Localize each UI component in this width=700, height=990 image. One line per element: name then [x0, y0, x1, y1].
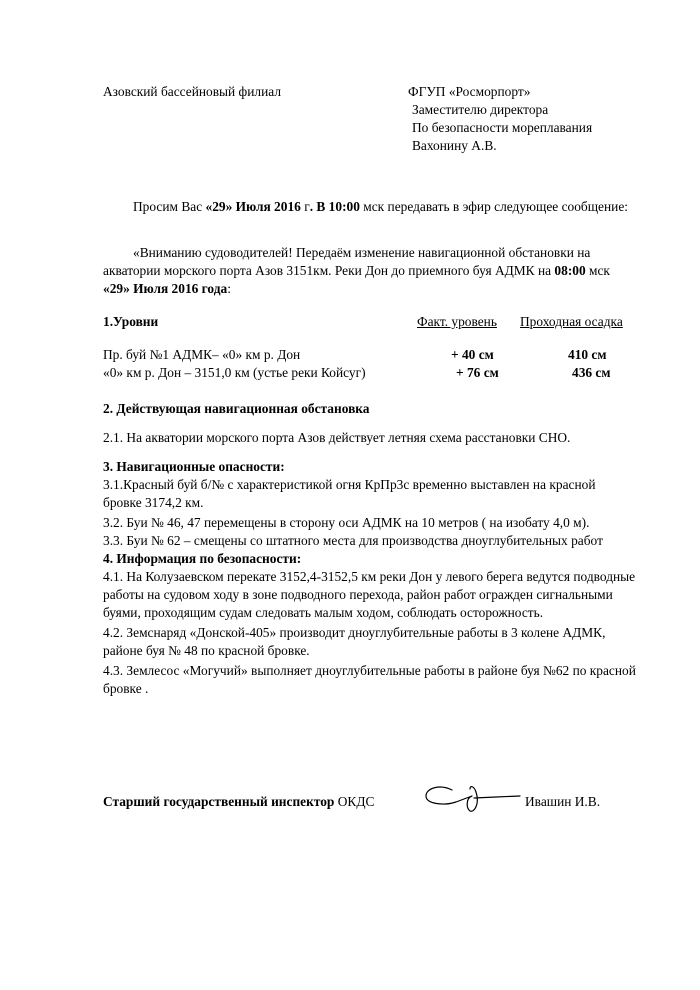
intro-line-1: «Вниманию судоводителей! Передаём изменение навигационной обстановки на	[133, 245, 591, 260]
section4-item-3-line-2: бровке .	[103, 681, 149, 696]
recipient-org: ФГУП «Росморпорт»	[408, 84, 531, 99]
levels-col-draft: Проходная осадка	[520, 314, 623, 329]
signature-name: Ивашин И.В.	[525, 794, 601, 809]
section2-heading: 2. Действующая навигационная обстановка	[103, 401, 370, 416]
request-sentence: Просим Вас «29» Июля 2016 г. В 10:00 мск передавать в эфир следующее сообщение:	[133, 199, 628, 214]
levels-heading: 1.Уровни	[103, 314, 159, 329]
handwritten-signature	[422, 780, 522, 814]
section4-item-1-line-3: буями, проходящим судам следовать малым ходом, соблюдать осторожность.	[103, 605, 544, 620]
request-date-day: «29»	[205, 199, 233, 214]
levels-row-2-fact: + 76 см	[456, 365, 499, 380]
section4-item-1-line-2: работы на судовом ходу в зоне подводного перехода, район работ огражден сигнальными	[103, 587, 613, 602]
request-time: 10:00	[328, 199, 360, 214]
section3-item-1-line-2: бровке 3174,2 км.	[103, 495, 204, 510]
intro-time: 08:00	[554, 263, 586, 278]
section4-item-2-line-2: районе буя № 48 по красной бровке.	[103, 643, 310, 658]
levels-row-1-fact: + 40 см	[451, 347, 494, 362]
section4-item-3-line-1: 4.3. Землесос «Могучий» выполняет дноуглубительные работы в районе буя №62 по красной	[103, 663, 636, 678]
signature-department: ОКДС	[334, 794, 375, 809]
section4-item-1-line-1: 4.1. На Колузаевском перекате 3152,4-3152,5 км реки Дон у левого берега ведутся подводные	[103, 569, 636, 584]
request-date-month-year: Июля 2016	[235, 199, 301, 214]
section3-item-3: 3.3. Буи № 62 – смещены со штатного места для производства дноуглубительных работ	[103, 533, 603, 548]
levels-row-2-draft: 436 см	[572, 365, 611, 380]
signature-title: Старший государственный инспектор ОКДС	[103, 794, 375, 809]
section3-heading: 3. Навигационные опасности:	[103, 459, 285, 474]
intro-line-3: «29» Июля 2016 года:	[103, 281, 231, 296]
section3-item-2: 3.2. Буи № 46, 47 перемещены в сторону оси АДМК на 10 метров ( на изобату 4,0 м).	[103, 515, 590, 530]
recipient-position: Заместителю директора	[412, 102, 549, 117]
recipient-name: Вахонину А.В.	[412, 138, 497, 153]
section4-heading: 4. Информация по безопасности:	[103, 551, 302, 566]
recipient-department: По безопасности мореплавания	[412, 120, 593, 135]
sender-branch: Азовский бассейновый филиал	[103, 84, 281, 99]
levels-col-fact: Факт. уровень	[417, 314, 497, 329]
levels-row-1-location: Пр. буй №1 АДМК– «0» км р. Дон	[103, 347, 301, 362]
intro-line-2: акватории морского порта Азов 3151км. Реки Дон до приемного буя АДМК на 08:00 мск	[103, 263, 610, 278]
levels-row-1-draft: 410 см	[568, 347, 607, 362]
section4-item-2-line-1: 4.2. Земснаряд «Донской-405» производит дноуглубительные работы в 3 колене АДМК,	[103, 625, 606, 640]
levels-row-2-location: «0» км р. Дон – 3151,0 км (устье реки Койсуг)	[103, 365, 366, 380]
section2-item-1: 2.1. На акватории морского порта Азов действует летняя схема расстановки СНО.	[103, 430, 571, 445]
section3-item-1-line-1: 3.1.Красный буй б/№ с характеристикой огня КрПр3с временно выставлен на красной	[103, 477, 596, 492]
